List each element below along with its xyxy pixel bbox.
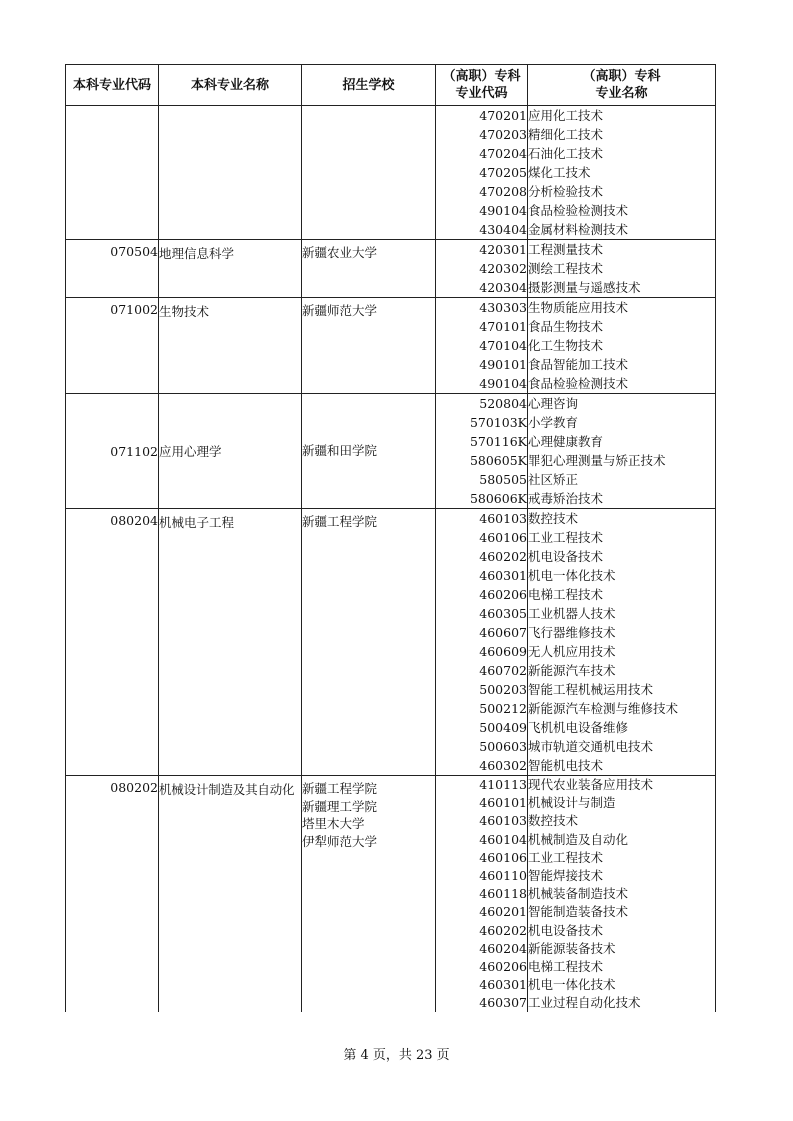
vocational-name: 机电一体化技术 <box>528 568 616 583</box>
vocational-code: 470204 <box>479 146 527 161</box>
vocational-code-cell <box>436 298 528 394</box>
vocational-name-cell <box>528 776 716 1013</box>
vocational-code: 460101 <box>479 795 527 811</box>
vocational-name-cell <box>528 106 716 240</box>
vocational-code: 460206 <box>479 958 527 974</box>
vocational-name: 机电设备技术 <box>528 922 604 938</box>
undergrad-name-cell <box>159 240 302 298</box>
school-name: 伊犁师范大学 <box>302 833 378 849</box>
header-line: （高职）专科 <box>442 69 521 84</box>
vocational-name: 心理健康教育 <box>528 434 604 449</box>
undergrad-name-cell <box>159 394 302 509</box>
header-school: 招生学校 <box>302 65 436 106</box>
undergrad-code: 070504 <box>110 244 158 259</box>
vocational-name: 心理咨询 <box>528 396 579 411</box>
vocational-code: 470201 <box>479 108 527 123</box>
vocational-name: 戒毒矫治技术 <box>528 491 604 506</box>
vocational-name: 飞机机电设备维修 <box>528 720 629 735</box>
vocational-code: 460104 <box>479 831 527 847</box>
vocational-code: 410113 <box>479 777 527 792</box>
vocational-code: 470205 <box>479 165 527 180</box>
vocational-code: 460110 <box>479 867 527 883</box>
vocational-code: 490101 <box>479 357 527 372</box>
vocational-name: 化工生物技术 <box>528 338 604 353</box>
vocational-code: 490104 <box>479 376 527 391</box>
header-undergrad-name: 本科专业名称 <box>159 65 302 106</box>
vocational-code: 460103 <box>479 813 527 829</box>
vocational-name: 新能源汽车技术 <box>528 663 616 678</box>
vocational-name: 城市轨道交通机电技术 <box>528 739 654 754</box>
school-name: 新疆工程学院 <box>302 514 378 529</box>
undergrad-code <box>66 106 158 110</box>
vocational-code: 460202 <box>479 549 527 564</box>
table-row <box>66 394 716 509</box>
vocational-name-cell <box>528 240 716 298</box>
vocational-code: 500409 <box>479 720 527 735</box>
vocational-name: 石油化工技术 <box>528 146 604 161</box>
vocational-code-cell <box>436 509 528 776</box>
vocational-name: 电梯工程技术 <box>528 958 604 974</box>
undergrad-name: 应用心理学 <box>159 444 222 459</box>
vocational-name: 罪犯心理测量与矫正技术 <box>528 453 666 468</box>
vocational-code: 460609 <box>479 644 527 659</box>
vocational-name: 机械装备制造技术 <box>528 886 629 902</box>
undergrad-code-cell <box>66 240 159 298</box>
table-row <box>66 509 716 776</box>
undergrad-code: 080204 <box>110 513 158 528</box>
vocational-code: 520804 <box>479 396 527 411</box>
school-cell <box>302 298 436 394</box>
undergrad-code-cell <box>66 298 159 394</box>
vocational-name: 智能机电技术 <box>528 758 604 773</box>
vocational-name: 机电设备技术 <box>528 549 604 564</box>
major-table <box>65 64 716 1012</box>
vocational-code: 580505 <box>479 472 527 487</box>
vocational-name: 新能源汽车检测与维修技术 <box>528 701 679 716</box>
vocational-code: 460206 <box>479 587 527 602</box>
vocational-code: 460201 <box>479 904 527 920</box>
header-line: 专业代码 <box>455 86 508 101</box>
school-name: 新疆工程学院 <box>302 781 378 796</box>
vocational-code-cell <box>436 394 528 509</box>
vocational-name: 新能源装备技术 <box>528 940 616 956</box>
school-name: 新疆农业大学 <box>302 245 378 260</box>
header-line: （高职）专科 <box>582 69 661 84</box>
vocational-name: 机电一体化技术 <box>528 977 616 993</box>
vocational-name: 现代农业装备应用技术 <box>528 777 654 792</box>
vocational-name: 机械设计与制造 <box>528 795 616 811</box>
undergrad-name: 地理信息科学 <box>159 246 235 261</box>
school-cell <box>302 394 436 509</box>
vocational-name: 飞行器维修技术 <box>528 625 616 640</box>
vocational-name: 分析检验技术 <box>528 184 604 199</box>
school-cell <box>302 776 436 1013</box>
vocational-name: 无人机应用技术 <box>528 644 616 659</box>
vocational-name: 机械制造及自动化 <box>528 831 629 847</box>
vocational-name: 摄影测量与遥感技术 <box>528 280 641 295</box>
undergrad-code-cell <box>66 106 159 240</box>
vocational-name: 测绘工程技术 <box>528 261 604 276</box>
vocational-code: 580606K <box>469 491 527 506</box>
vocational-code: 460106 <box>479 530 527 545</box>
vocational-name: 智能焊接技术 <box>528 867 604 883</box>
vocational-code: 430303 <box>479 300 527 315</box>
school-cell <box>302 509 436 776</box>
vocational-code: 460307 <box>479 995 527 1011</box>
vocational-code: 490104 <box>479 203 527 218</box>
vocational-name: 小学教育 <box>528 415 579 430</box>
vocational-name: 生物质能应用技术 <box>528 300 629 315</box>
undergrad-name: 生物技术 <box>159 304 210 319</box>
undergrad-code: 071002 <box>110 302 158 317</box>
vocational-code: 430404 <box>479 222 527 237</box>
vocational-code: 460301 <box>479 568 527 583</box>
vocational-name: 食品检验检测技术 <box>528 203 629 218</box>
vocational-code: 420304 <box>479 280 527 295</box>
vocational-code: 460702 <box>479 663 527 678</box>
vocational-code-cell <box>436 106 528 240</box>
vocational-code: 460305 <box>479 606 527 621</box>
vocational-code: 420302 <box>479 261 527 276</box>
vocational-name: 智能制造装备技术 <box>528 904 629 920</box>
undergrad-name-cell <box>159 776 302 1013</box>
vocational-code: 500212 <box>479 701 527 716</box>
undergrad-code: 080202 <box>110 780 158 795</box>
vocational-name: 应用化工技术 <box>528 108 604 123</box>
undergrad-name-cell <box>159 298 302 394</box>
table-row <box>66 240 716 298</box>
vocational-name: 社区矫正 <box>528 472 579 487</box>
undergrad-name-cell <box>159 509 302 776</box>
vocational-code: 570116K <box>469 434 527 449</box>
table-row <box>66 776 716 1013</box>
vocational-code: 460118 <box>479 886 527 902</box>
header-undergrad-code: 本科专业代码 <box>66 65 159 106</box>
vocational-code: 460302 <box>479 758 527 773</box>
vocational-code-cell <box>436 240 528 298</box>
vocational-code: 470101 <box>479 319 527 334</box>
vocational-name: 电梯工程技术 <box>528 587 604 602</box>
school-name: 新疆和田学院 <box>302 443 378 459</box>
vocational-code: 580605K <box>469 453 527 468</box>
undergrad-code: 071102 <box>110 443 158 459</box>
vocational-code: 500203 <box>479 682 527 697</box>
vocational-name-cell <box>528 509 716 776</box>
vocational-code: 460103 <box>479 511 527 526</box>
vocational-name: 智能工程机械运用技术 <box>528 682 654 697</box>
school-cell <box>302 106 436 240</box>
page-footer: 第 4 页，共 23 页 <box>343 1048 450 1063</box>
vocational-name: 工业机器人技术 <box>528 606 616 621</box>
vocational-name: 食品生物技术 <box>528 319 604 334</box>
vocational-name: 工业过程自动化技术 <box>528 995 641 1011</box>
vocational-name: 金属材料检测技术 <box>528 222 629 237</box>
vocational-code: 460204 <box>479 940 527 956</box>
vocational-code: 470104 <box>479 338 527 353</box>
undergrad-code-cell <box>66 776 159 1013</box>
vocational-name: 食品智能加工技术 <box>528 357 629 372</box>
vocational-code: 470208 <box>479 184 527 199</box>
vocational-code: 460106 <box>479 849 527 865</box>
table-header-row <box>66 65 716 106</box>
vocational-code: 460202 <box>479 922 527 938</box>
vocational-code-cell <box>436 776 528 1013</box>
vocational-code: 500603 <box>479 739 527 754</box>
school-name: 新疆师范大学 <box>302 303 378 318</box>
table-row <box>66 106 716 240</box>
vocational-code: 420301 <box>479 242 527 257</box>
table-row <box>66 298 716 394</box>
header-vocational-name <box>528 65 716 106</box>
school-name: 塔里木大学 <box>302 816 365 831</box>
vocational-name: 数控技术 <box>528 813 579 829</box>
vocational-name: 精细化工技术 <box>528 127 604 142</box>
vocational-code: 470203 <box>479 127 527 142</box>
vocational-name: 食品检验检测技术 <box>528 376 629 391</box>
undergrad-name: 机械设计制造及其自动化 <box>159 782 295 797</box>
vocational-name: 数控技术 <box>528 511 579 526</box>
undergrad-name <box>159 106 301 110</box>
school-name: 新疆理工学院 <box>302 798 378 814</box>
vocational-name: 煤化工技术 <box>528 165 591 180</box>
school-cell <box>302 240 436 298</box>
vocational-name: 工业工程技术 <box>528 849 604 865</box>
vocational-code: 460607 <box>479 625 527 640</box>
vocational-code: 570103K <box>469 415 527 430</box>
undergrad-name-cell <box>159 106 302 240</box>
vocational-name-cell <box>528 298 716 394</box>
vocational-code: 460301 <box>479 977 527 993</box>
undergrad-name: 机械电子工程 <box>159 515 235 530</box>
header-line: 专业名称 <box>595 86 648 101</box>
vocational-name: 工业工程技术 <box>528 530 604 545</box>
undergrad-code-cell <box>66 394 159 509</box>
vocational-name: 工程测量技术 <box>528 242 604 257</box>
vocational-name-cell <box>528 394 716 509</box>
table-body <box>66 106 716 1013</box>
undergrad-code-cell <box>66 509 159 776</box>
header-vocational-code <box>436 65 528 106</box>
